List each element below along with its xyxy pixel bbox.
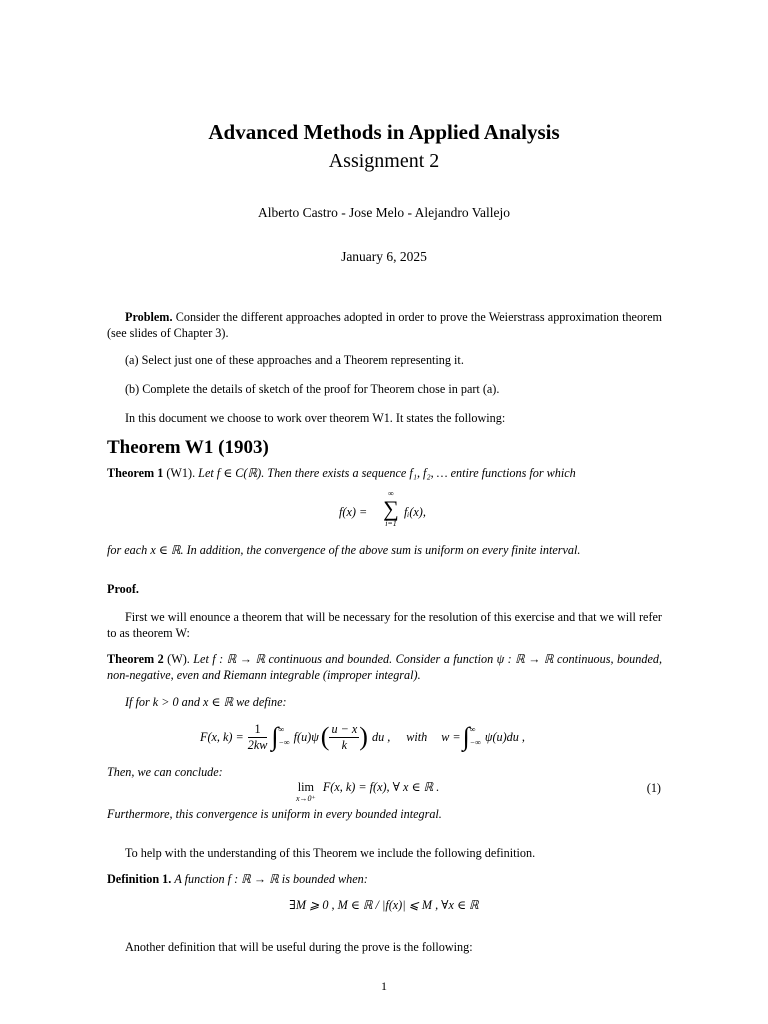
theorem1-label: Theorem 1 <box>107 466 164 480</box>
theorem1-eq-lhs: f(x) = <box>339 505 368 519</box>
eq-du: du , <box>371 729 391 744</box>
lim-expression: F(x, k) = f(x), ∀ x ∈ ℝ . <box>322 780 440 794</box>
eq-middle: f(u)ψ <box>293 729 319 744</box>
theorem1-text: Let f ∈ C(ℝ). Then there exists a sequence f₁, f₂, … entire functions for which <box>198 466 576 480</box>
theorem2-main-equation <box>200 720 525 754</box>
w-rhs: ψ(u)du , <box>484 729 525 744</box>
int-w-lower: −∞ <box>469 738 481 747</box>
int-upper: ∞ <box>278 725 285 735</box>
sum-symbol: ∑ <box>383 496 399 521</box>
theorem1-statement <box>107 465 662 481</box>
proof-text: First we will enounce a theorem that will be necessary for the resolution of this exercise and that we will refer to as theorem W: <box>107 610 662 641</box>
definition1-label: Definition 1. <box>107 872 172 886</box>
definition1-statement <box>107 871 662 887</box>
lim-word: lim <box>297 780 315 794</box>
theorem2-statement <box>107 651 662 684</box>
theorem2-tag: (W). <box>167 652 190 666</box>
integral-limits <box>279 724 290 750</box>
problem-intro: In this document we choose to work over theorem W1. It states the following: <box>125 411 506 425</box>
frac1-numerator: 1 <box>248 722 268 738</box>
limit-operator <box>296 779 316 803</box>
definition1-formula: ∃M ⩾ 0 , M ∈ ℝ / |f(x)| ⩽ M , ∀x ∈ ℝ <box>289 898 479 912</box>
document-authors: Alberto Castro - Jose Melo - Alejandro Vallejo <box>257 205 511 220</box>
problem-part-a: (a) Select just one of these approaches and a Theorem representing it. <box>125 353 464 367</box>
help-text: To help with the understanding of this Theorem we include the following definition. <box>125 846 536 860</box>
document-subtitle: Assignment 2 <box>328 150 440 172</box>
fraction-one-over-2kw <box>248 722 268 752</box>
theorem2-furthermore: Furthermore, this convergence is uniform in every bounded integral. <box>107 807 442 821</box>
lim-subscript: x→0⁺ <box>296 794 316 804</box>
w-lhs: w = <box>441 729 461 744</box>
fraction-u-minus-x-over-k <box>329 722 359 752</box>
another-definition-text: Another definition that will be useful during the prove is the following: <box>125 940 473 954</box>
sum-upper: ∞ <box>388 489 394 498</box>
section-title: Theorem W1 (1903) <box>107 437 269 458</box>
problem-label: Problem. <box>125 310 173 324</box>
theorem1-eq-rhs: fᵢ(x), <box>404 505 426 519</box>
limit-equation <box>296 779 439 803</box>
theorem2-label: Theorem 2 <box>107 652 164 666</box>
integral-limits-w <box>470 724 481 750</box>
sum-lower: i=1 <box>385 519 397 528</box>
problem-part-b: (b) Complete the details of sketch of the proof for Theorem chose in part (a). <box>125 382 500 396</box>
theorem1-after: for each x ∈ ℝ. In addition, the convergence of the above sum is uniform on every finite interval. <box>107 543 581 557</box>
definition1-text: A function f : ℝ → ℝ is bounded when: <box>174 872 368 886</box>
right-paren: ) <box>359 722 368 752</box>
frac2-numerator: u − x <box>331 721 358 736</box>
eq-with: with <box>406 729 428 744</box>
frac1-denominator: 2kw <box>247 737 268 752</box>
problem-paragraph <box>107 309 662 342</box>
theorem2-conclude: Then, we can conclude: <box>107 765 223 779</box>
summation-block <box>380 490 402 528</box>
integral-symbol: ∫ <box>271 722 279 752</box>
theorem2-text: Let f : ℝ → ℝ continuous and bounded. Consider a function ψ : ℝ → ℝ continuous, bounded, non-negative, even and Riemann integrable (improper integral). <box>107 652 663 683</box>
integral-symbol-w: ∫ <box>462 722 470 752</box>
equation-number: (1) <box>646 781 661 795</box>
int-lower: −∞ <box>278 738 290 747</box>
left-paren: ( <box>320 722 330 752</box>
int-w-upper: ∞ <box>469 725 476 735</box>
theorem1-tag: (W1). <box>166 466 196 480</box>
page-number: 1 <box>381 979 387 993</box>
problem-text: Consider the different approaches adopted in order to prove the Weierstrass approximation theorem (see slides of Chapter 3). <box>107 310 663 341</box>
frac2-denominator: k <box>341 737 348 752</box>
theorem2-define: If for k > 0 and x ∈ ℝ we define: <box>125 695 287 709</box>
document-title: Advanced Methods in Applied Analysis <box>208 120 560 144</box>
proof-label: Proof. <box>107 582 139 596</box>
eq-lhs: F(x, k) = <box>200 729 244 744</box>
document-date: January 6, 2025 <box>341 249 427 264</box>
